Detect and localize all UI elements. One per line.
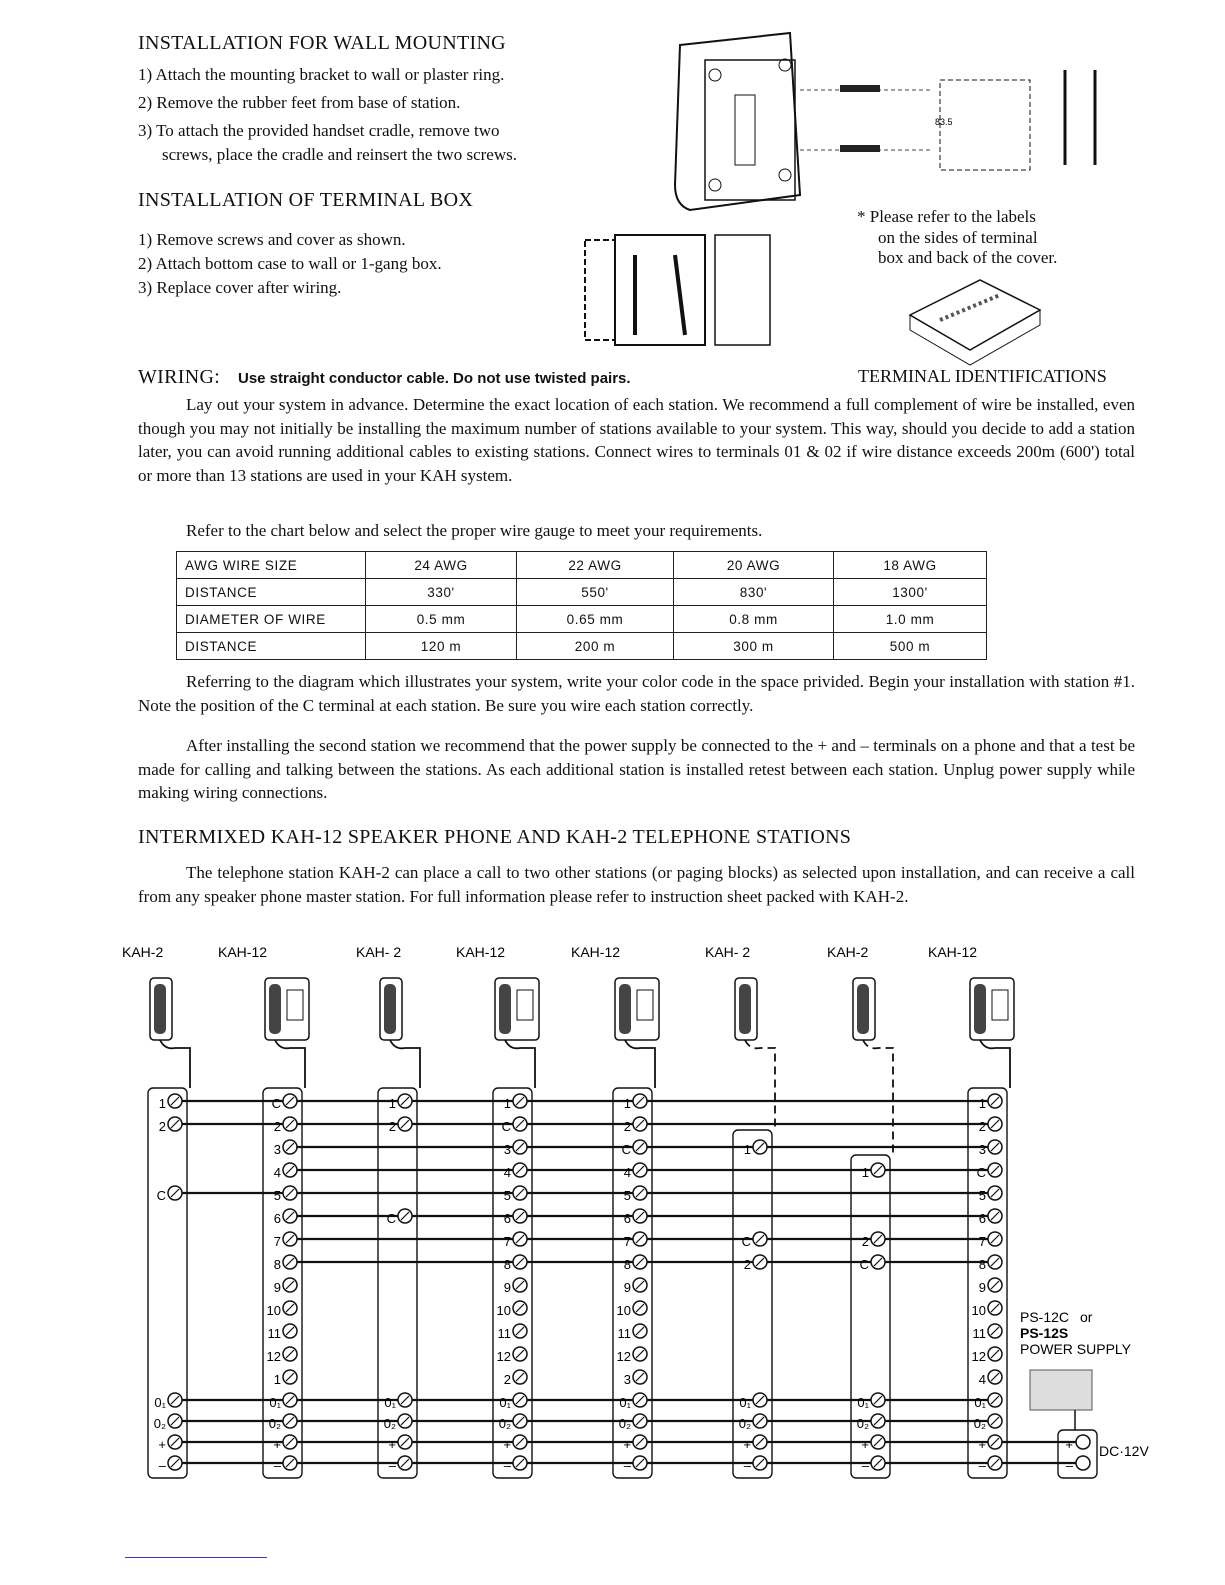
terminal-label: 8 [978,1257,986,1272]
power-supply-icon [1030,1370,1092,1410]
table-cell: 1300' [834,579,987,606]
terminal-label: + [623,1437,631,1452]
table-row-header: DIAMETER OF WIRE [177,606,366,633]
terminal-label: 1 [978,1096,986,1111]
terminal-label: 1 [503,1096,511,1111]
terminal-label: C [156,1188,166,1203]
cord [160,1040,190,1088]
terminal-label: 2 [388,1119,396,1134]
terminal-identifications-caption: TERMINAL IDENTIFICATIONS [858,366,1107,386]
table-cell: 200 m [517,633,674,660]
terminal-step-1: 1) Remove screws and cover as shown. [138,230,406,249]
station-label: KAH-2 [827,944,869,960]
terminal-identification-illustration [900,270,1050,370]
terminal-label: 7 [978,1234,986,1249]
psu-voltage-label: DC·12V [1099,1443,1149,1459]
terminal-label: + [978,1437,986,1452]
table-cell: 20 AWG [674,552,834,579]
note-line-1: * Please refer to the labels [857,207,1036,226]
terminal-label: 11 [617,1326,631,1341]
terminal-label: 11 [497,1326,511,1341]
terminal-label: 0₂ [856,1416,869,1431]
terminal-label: 11 [972,1326,986,1341]
terminal-label: 12 [971,1349,986,1364]
station-8 [928,944,1014,1478]
terminal-label: 10 [616,1303,631,1318]
wall-mount-illustration [660,25,1110,215]
table-cell: 300 m [674,633,834,660]
station-label: KAH- 2 [356,944,402,960]
cord [980,1040,1010,1088]
terminal-label: 2 [158,1119,166,1134]
terminal-label: 4 [623,1165,631,1180]
terminal-box-heading: INSTALLATION OF TERMINAL BOX [138,189,474,211]
terminal-label: 2 [743,1257,751,1272]
terminal-label: 3 [503,1142,511,1157]
terminal-label: – [978,1458,986,1473]
terminal-label: 0₂ [268,1416,281,1431]
table-cell: 1.0 mm [834,606,987,633]
station-1 [122,944,190,1478]
wall-step-3: 3) To attach the provided handset cradle, remove two [138,121,500,140]
terminal-label: 7 [623,1234,631,1249]
terminal-step-3: 3) Replace cover after wiring. [138,278,342,297]
table-cell: 22 AWG [517,552,674,579]
terminal-label: 0₁ [857,1395,869,1410]
wall-step-3-cont: screws, place the cradle and reinsert the two screws. [162,145,517,164]
terminal-label: 5 [978,1188,986,1203]
terminal-label: 6 [978,1211,986,1226]
terminal-label: 3 [273,1142,281,1157]
terminal-label: 0₁ [739,1395,751,1410]
cord [625,1040,655,1088]
station-label: KAH-12 [456,944,506,960]
table-row-header: AWG WIRE SIZE [177,552,366,579]
intermixed-paragraph: The telephone station KAH-2 can place a call to two other stations (or paging blocks) as selected upon installation, and can receive a call from any speaker phone master station. For full information please refer to instruction sheet packed with KAH-2. [138,863,1135,906]
terminal-label: – [158,1458,166,1473]
terminal-label: + [273,1437,281,1452]
terminal-label: 2 [503,1372,511,1387]
wall-step-2: 2) Remove the rubber feet from base of station. [138,93,461,112]
wiring-paragraph-4: After installing the second station we recommend that the power supply be connected to the + and – terminals on a phone and that a test be made for calling and talking between the stations. As each additional station is installed retest between each station. Unplug power supply while making wiring connections. [138,736,1135,802]
terminal-label: 2 [861,1234,869,1249]
table-cell: 0.5 mm [366,606,517,633]
terminal-label: 8 [623,1257,631,1272]
table-cell: 500 m [834,633,987,660]
station-label: KAH-12 [928,944,978,960]
terminal-label: 10 [971,1303,986,1318]
terminal-label: 0₂ [383,1416,396,1431]
terminal-label: – [743,1458,751,1473]
terminal-label: 2 [273,1119,281,1134]
terminal-label: 10 [266,1303,281,1318]
wiring-paragraph-2: Refer to the chart below and select the proper wire gauge to meet your requirements. [186,521,763,540]
wall-step-1: 1) Attach the mounting bracket to wall or plaster ring. [138,65,505,84]
terminal-label: 4 [273,1165,281,1180]
screw-terminal-icon [1076,1435,1090,1449]
station-label: KAH-12 [571,944,621,960]
station-label: KAH-12 [218,944,268,960]
note-line-2: on the sides of terminal [878,228,1038,247]
table-row [177,606,987,633]
terminal-label: 12 [496,1349,511,1364]
station-7 [827,944,893,1478]
wiring-subtitle: Use straight conductor cable. Do not use twisted pairs. [238,370,631,387]
footer-rule [125,1557,267,1558]
terminal-label: 0₁ [499,1395,511,1410]
terminal-label: 9 [623,1280,631,1295]
terminal-label: 1 [861,1165,869,1180]
station-5 [571,944,659,1478]
terminal-label: 0₁ [384,1395,396,1410]
terminal-label: 3 [623,1372,631,1387]
terminal-label: + [861,1437,869,1452]
terminal-box-illustration [565,215,780,355]
terminal-label: + [388,1437,396,1452]
cord [745,1040,775,1130]
cord [275,1040,305,1088]
terminal-label: 6 [623,1211,631,1226]
terminal-label: 12 [616,1349,631,1364]
terminal-label: 7 [503,1234,511,1249]
station-3 [356,944,420,1478]
terminal-step-2: 2) Attach bottom case to wall or 1-gang box. [138,254,442,273]
cord [505,1040,535,1088]
handset-icon [739,984,751,1034]
terminal-label: 1 [158,1096,166,1111]
terminal-label: 5 [273,1188,281,1203]
terminal-label: 0₂ [738,1416,751,1431]
terminal-label: 0₁ [974,1395,986,1410]
table-cell: 24 AWG [366,552,517,579]
table-row [177,552,987,579]
wiring-paragraph-3: Referring to the diagram which illustrates your system, write your color code in the space privided. Begin your installation with station #1. Note the position of the C terminal at each station. Be sure you wire each station correctly. [138,672,1135,715]
terminal-label: – [503,1458,511,1473]
psu-terminal-label: – [1065,1458,1073,1473]
terminal-label: 12 [266,1349,281,1364]
terminal-label: 9 [273,1280,281,1295]
handset-icon [619,984,631,1034]
cord [390,1040,420,1088]
wire-gauge-table [176,551,987,660]
handset-icon [269,984,281,1034]
note-line-3: box and back of the cover. [878,248,1058,267]
psu-terminal-label: + [1065,1437,1073,1452]
dimension-label: 83.5 [935,117,953,127]
psu-line3: POWER SUPPLY [1020,1341,1131,1357]
psu-line2: PS-12S [1020,1325,1069,1341]
table-row-header: DISTANCE [177,633,366,660]
terminal-label: C [501,1119,511,1134]
terminal-label: – [623,1458,631,1473]
terminal-label: + [743,1437,751,1452]
terminal-label: 6 [273,1211,281,1226]
wiring-paragraph-1: Lay out your system in advance. Determine the exact location of each station. We recommend a full complement of wire be installed, even though you may not initially be installing the maximum number of stations available to your system. This way, should you decide to add a station later, you can avoid running additional cables to existing stations. Connect wires to terminals 01 & 02 if wire distance exceeds 200m (600') total or more than 13 stations are used in your KAH system. [138,395,1135,485]
table-row [177,579,987,606]
table-cell: 330' [366,579,517,606]
handset-icon [499,984,511,1034]
table-row-header: DISTANCE [177,579,366,606]
terminal-label: 5 [623,1188,631,1203]
terminal-label: 1 [273,1372,281,1387]
terminal-label: 0₁ [154,1395,166,1410]
terminal-label: 2 [978,1119,986,1134]
station-2 [218,944,309,1478]
table-cell: 830' [674,579,834,606]
terminal-label: + [158,1437,166,1452]
terminal-label: C [386,1211,396,1226]
terminal-label: 1 [388,1096,396,1111]
terminal-label: 0₂ [973,1416,986,1431]
table-cell: 120 m [366,633,517,660]
terminal-label: – [388,1458,396,1473]
terminal-label: C [859,1257,869,1272]
terminal-label: 7 [273,1234,281,1249]
terminal-label: 9 [503,1280,511,1295]
terminal-label: + [503,1437,511,1452]
terminal-label: 10 [496,1303,511,1318]
table-cell: 550' [517,579,674,606]
intermixed-heading: INTERMIXED KAH-12 SPEAKER PHONE AND KAH-2 TELEPHONE STATIONS [138,826,852,848]
power-supply [1020,1309,1149,1478]
terminal-label: 1 [623,1096,631,1111]
terminal-label: C [621,1142,631,1157]
cord [863,1040,893,1155]
wall-mount-heading: INSTALLATION FOR WALL MOUNTING [138,32,506,54]
terminal-label: 0₂ [618,1416,631,1431]
wiring-heading: WIRING: [138,366,221,388]
terminal-label: – [861,1458,869,1473]
terminal-label: 9 [978,1280,986,1295]
terminal-label: 1 [743,1142,751,1157]
wiring-diagram [0,930,1225,1490]
handset-icon [154,984,166,1034]
terminal-label: 0₁ [619,1395,631,1410]
handset-icon [857,984,869,1034]
terminal-label: 8 [273,1257,281,1272]
terminal-label: 4 [503,1165,511,1180]
terminal-label: 2 [623,1119,631,1134]
table-cell: 0.65 mm [517,606,674,633]
table-cell: 18 AWG [834,552,987,579]
table-cell: 0.8 mm [674,606,834,633]
terminal-label: 5 [503,1188,511,1203]
terminal-label: 8 [503,1257,511,1272]
handset-icon [384,984,396,1034]
terminal-label: 0₁ [269,1395,281,1410]
terminal-label: C [976,1165,986,1180]
station-4 [456,944,539,1478]
terminal-label: 0₂ [498,1416,511,1431]
terminal-label: 4 [978,1372,986,1387]
terminal-label: C [271,1096,281,1111]
psu-line1: PS-12C [1020,1309,1070,1325]
terminal-label: 6 [503,1211,511,1226]
terminal-label: – [273,1458,281,1473]
station-6 [705,944,775,1478]
table-row [177,633,987,660]
screw-terminal-icon [1076,1456,1090,1470]
handset-icon [974,984,986,1034]
terminal-label: C [741,1234,751,1249]
terminal-label: 3 [978,1142,986,1157]
station-label: KAH-2 [122,944,164,960]
psu-or: or [1080,1309,1093,1325]
terminal-label: 11 [267,1326,281,1341]
terminal-label: 0₂ [153,1416,166,1431]
station-label: KAH- 2 [705,944,751,960]
